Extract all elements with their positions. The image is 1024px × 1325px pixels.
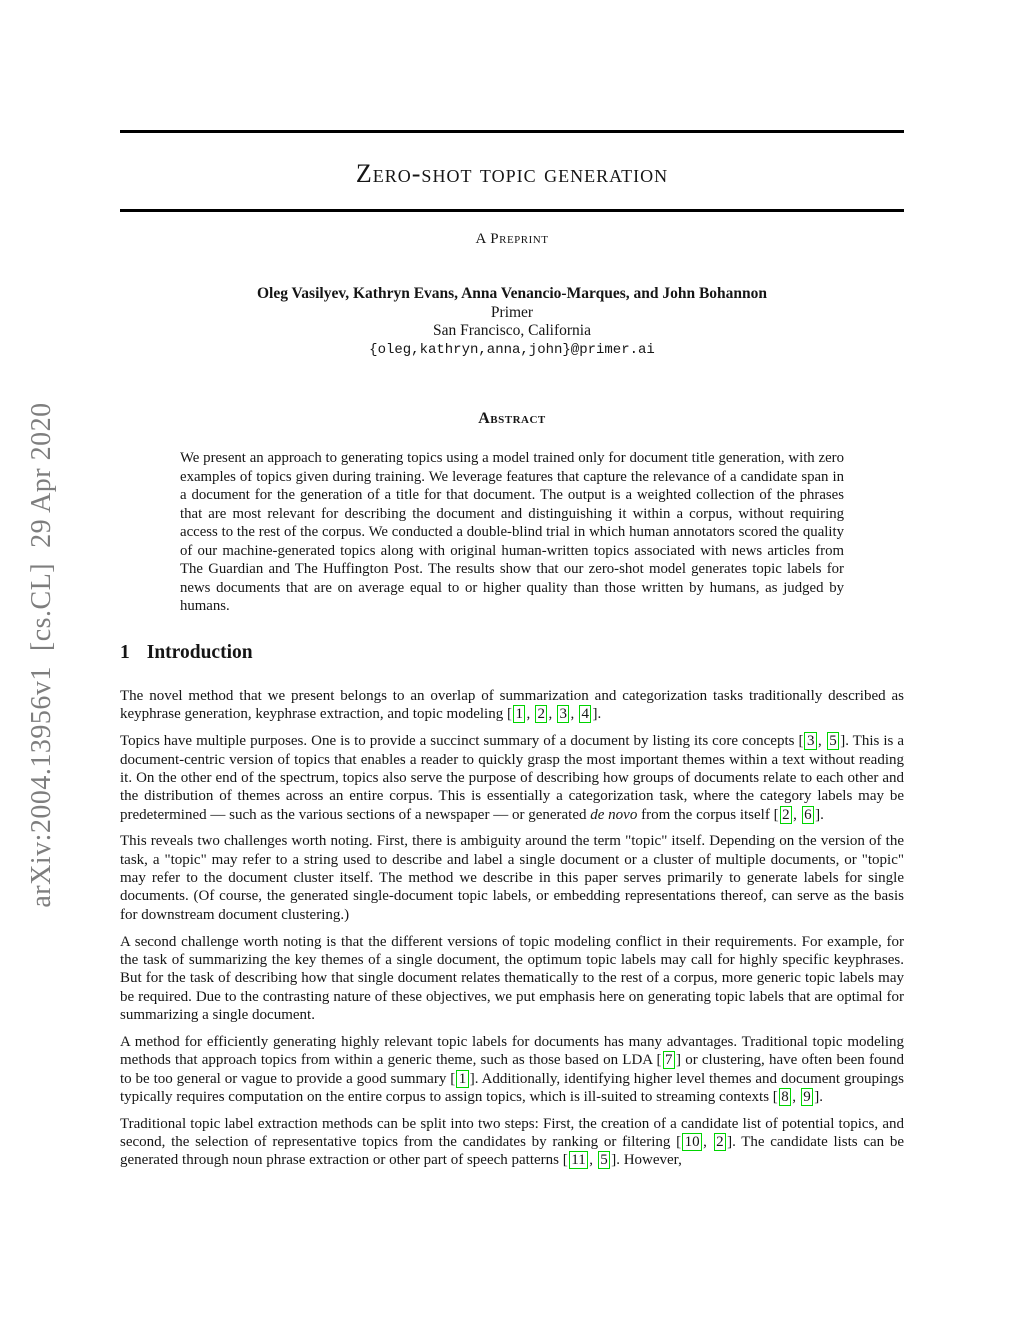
citation-link[interactable]: 7	[663, 1051, 676, 1069]
citation-link[interactable]: 3	[557, 705, 570, 723]
paragraph: This reveals two challenges worth noting. First, there is ambiguity around the term "topic" itself. Depending on the version of the task, a "topic" may refer to a string used to describe and label a single document or a cluster of multiple documents, or "topic" may refer to the document cluster itself. The method we describe in this paper serves primarily to generate labels for single documents. (Of course, the generated single-document topic labels, or embedding representations thereof, can serve as the basis for downstream document clustering.)	[120, 833, 904, 923]
citation-link[interactable]: 11	[569, 1151, 588, 1169]
citation-link[interactable]: 2	[535, 705, 548, 723]
contact-email: {oleg,kathryn,anna,john}@primer.ai	[369, 341, 655, 358]
italic-text: de novo	[590, 806, 638, 823]
citation-link[interactable]: 2	[714, 1133, 727, 1151]
author-block	[0, 285, 1024, 359]
paper-title: Zero-shot topic generation	[355, 159, 669, 188]
abstract-heading: Abstract	[478, 410, 546, 427]
paragraph: Topics have multiple purposes. One is to provide a succinct summary of a document by listing its core concepts [ 3 , 5 ]. This is a document-centric version of topics that enables a reader to quickly grasp the most important themes within a text without reading it. On the other end of the spectrum, topics also serve the purpose of describing how groups of documents relate to each other and the distribution of themes across an entire corpus. This is essentially a categorization task, where the category labels may be predetermined — such as the various sections of a newspaper — or generated de novo from the corpus itself [ 2 , 6 ].	[120, 733, 904, 823]
affiliation: Primer	[490, 303, 534, 321]
paragraph: The novel method that we present belongs to an overlap of summarization and categorization tasks traditionally described as keyphrase generation, keyphrase extraction, and topic modeling [ 1 , 2 , 3 , 4 ].	[120, 688, 904, 723]
paragraph: A second challenge worth noting is that the different versions of topic modeling conflict in their requirements. For example, for the task of summarizing the key themes of a single document, the optimum topic labels may call for highly specific keyphrases. But for the task of describing how that single document relates thematically to the rest of a corpus, more generic topic labels may be required. Due to the contrasting nature of these objectives, we put emphasis here on generating topic labels that are optimal for summarizing a single document.	[120, 933, 904, 1023]
introduction-paragraphs	[120, 687, 904, 1178]
citation-link[interactable]: 10	[682, 1133, 702, 1151]
citation-link[interactable]: 6	[802, 806, 815, 824]
citation-link[interactable]: 5	[598, 1151, 611, 1169]
preprint-label: A Preprint	[475, 231, 549, 247]
citation-link[interactable]: 1	[456, 1070, 469, 1088]
title-rule-top	[120, 130, 904, 133]
section-heading-introduction	[120, 642, 253, 664]
citation-link[interactable]: 9	[801, 1088, 814, 1106]
citation-link[interactable]: 4	[579, 705, 592, 723]
authors-line: Oleg Vasilyev, Kathryn Evans, Anna Venancio-Marques, and John Bohannon	[256, 285, 768, 302]
paragraph: A method for efficiently generating highly relevant topic labels for documents has many advantages. Traditional topic modeling methods that approach topics from within a generic theme, such as those based on LDA [ 7 ] or clustering, have often been found to be too general or vague to provide a good summary [ 1 ]. Additionally, identifying higher level themes and document groupings typically requires computation on the entire corpus to assign topics, which is ill-suited to streaming contexts [ 8 , 9 ].	[120, 1033, 904, 1105]
citation-link[interactable]: 3	[804, 732, 817, 750]
affiliation-location: San Francisco, California	[433, 322, 591, 339]
title-rule-bottom	[120, 209, 904, 212]
citation-link[interactable]: 8	[779, 1088, 792, 1106]
citation-link[interactable]: 1	[513, 705, 526, 723]
citation-link[interactable]: 2	[780, 806, 793, 824]
abstract-text: We present an approach to generating topics using a model trained only for document title generation, with zero examples of topics given during training. We leverage features that capture the relevance of a candidate span in a document for the generation of a title for that document. The output is a weighted collection of the phrases that are most relevant for describing the document and distinguishing it within a corpus, without requiring access to the rest of the corpus. We conducted a double-blind trial in which human annotators scored the quality of our machine-generated topics along with original human-written topics associated with news articles from The Guardian and The Huffington Post. The results show that our zero-shot model generates topic labels for news documents that are on average equal to or higher quality than those written by humans, as judged by humans.	[180, 450, 844, 614]
section-number: 1	[120, 642, 130, 663]
arxiv-watermark: arXiv:2004.13956v1 [cs.CL] 29 Apr 2020	[26, 402, 57, 908]
citation-link[interactable]: 5	[827, 732, 840, 750]
section-title: Introduction	[146, 642, 253, 663]
paragraph: Traditional topic label extraction methods can be split into two steps: First, the creation of a candidate list of potential topics, and second, the selection of representative topics from the candidates by ranking or filtering [ 10 , 2 ]. The candidate lists can be generated through noun phrase extraction or other part of speech patterns [ 11 , 5 ]. However,	[120, 1115, 905, 1169]
